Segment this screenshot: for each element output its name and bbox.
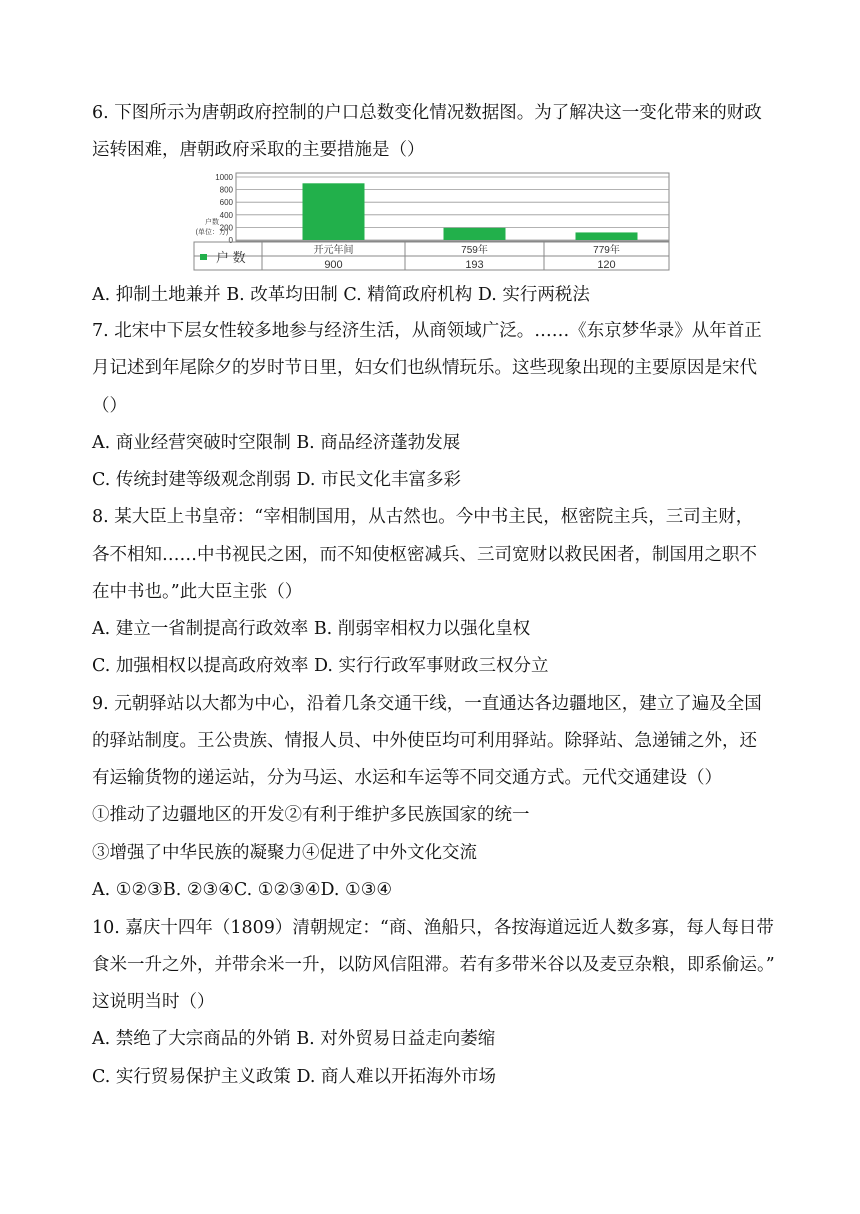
q10-stem-line-1: 10. 嘉庆十四年（1809）清朝规定：“商、渔船只，各按海道远近人数多寡，每人每日带 [92, 918, 774, 938]
q10-options-line-2: C. 实行贸易保护主义政策 D. 商人难以开拓海外市场 [92, 1067, 496, 1087]
category-label: 开元年间 [313, 245, 354, 256]
q8-stem-line-2: 各不相知……中书视民之困，而不知使枢密减兵、三司宽财以救民困者，制国用之职不 [92, 545, 757, 565]
q6-stem-line-1: 6. 下图所示为唐朝政府控制的户口总数变化情况数据图。为了解决这一变化带来的财政 [92, 103, 762, 123]
q8-stem-line-1: 8. 某大臣上书皇帝：“宰相制国用，从古然也。今中书主民，枢密院主兵，三司主财， [92, 507, 754, 527]
bar [576, 232, 638, 240]
value-label: 193 [465, 259, 484, 271]
q8-stem-line-3: 在中书也。”此大臣主张（） [92, 582, 303, 602]
q9-stem-line-5: ③增强了中华民族的凝聚力④促进了中外文化交流 [92, 843, 477, 863]
q8-options-line-2: C. 加强相权以提高政府效率 D. 实行行政军事财政三权分立 [92, 656, 549, 676]
legend-swatch [200, 254, 207, 260]
y-tick-label: 400 [219, 210, 233, 220]
q7-stem-line-3: （） [92, 396, 127, 416]
bar [303, 183, 365, 240]
q7-options-line-2: C. 传统封建等级观念削弱 D. 市民文化丰富多彩 [92, 470, 461, 490]
q7-options-line-1: A. 商业经营突破时空限制 B. 商品经济蓬勃发展 [92, 433, 461, 453]
q7-stem-line-2: 月记述到年尾除夕的岁时节日里，妇女们也纵情玩乐。这些现象出现的主要原因是宋代 [92, 358, 757, 378]
value-label: 900 [324, 259, 343, 271]
legend-label: 户 数 [216, 250, 246, 265]
y-tick-label: 800 [219, 185, 233, 195]
y-tick-label: 200 [219, 223, 233, 233]
q8-options-line-1: A. 建立一省制提高行政效率 B. 削弱宰相权力以强化皇权 [92, 619, 531, 639]
y-axis-label-2: (单位：万) [195, 229, 229, 236]
table-cells [314, 243, 620, 271]
y-tick-label: 1000 [215, 173, 233, 182]
y-tick-label: 0 [228, 236, 233, 245]
y-axis-label-1: 户数 [205, 219, 219, 226]
category-label: 759年 [461, 245, 488, 256]
q6-stem-line-2: 运转困难，唐朝政府采取的主要措施是（） [92, 140, 425, 160]
q10-options-line-1: A. 禁绝了大宗商品的外销 B. 对外贸易日益走向萎缩 [92, 1029, 496, 1049]
bar [444, 228, 506, 240]
q9-stem-line-2: 的驿站制度。王公贵族、情报人员、中外使臣均可利用驿站。除驿站、急递铺之外，还 [92, 731, 757, 751]
value-label: 120 [597, 259, 616, 271]
y-tick-label: 600 [219, 198, 233, 208]
q6-options-line-1: A. 抑制土地兼并 B. 改革均田制 C. 精简政府机构 D. 实行两税法 [92, 285, 590, 305]
household-chart [192, 172, 672, 274]
category-label: 779年 [593, 245, 620, 256]
q9-stem-line-4: ①推动了边疆地区的开发②有利于维护多民族国家的统一 [92, 805, 530, 825]
q10-stem-line-3: 这说明当时（） [92, 992, 215, 1012]
bars [303, 183, 638, 240]
q9-stem-line-1: 9. 元朝驿站以大都为中心，沿着几条交通干线，一直通达各边疆地区，建立了遍及全国 [92, 694, 762, 714]
q9-options-line-1: A. ①②③B. ②③④C. ①②③④D. ①③④ [92, 880, 393, 900]
q9-stem-line-3: 有运输货物的递运站，分为马运、水运和车运等不同交通方式。元代交通建设（） [92, 768, 722, 788]
q7-stem-line-1: 7. 北宋中下层女性较多地参与经济生活，从商领域广泛。……《东京梦华录》从年首正 [92, 321, 762, 341]
q10-stem-line-2: 食米一升之外，并带余米一升，以防风信阻滞。若有多带米谷以及麦豆杂粮，即系偷运。” [92, 955, 775, 975]
